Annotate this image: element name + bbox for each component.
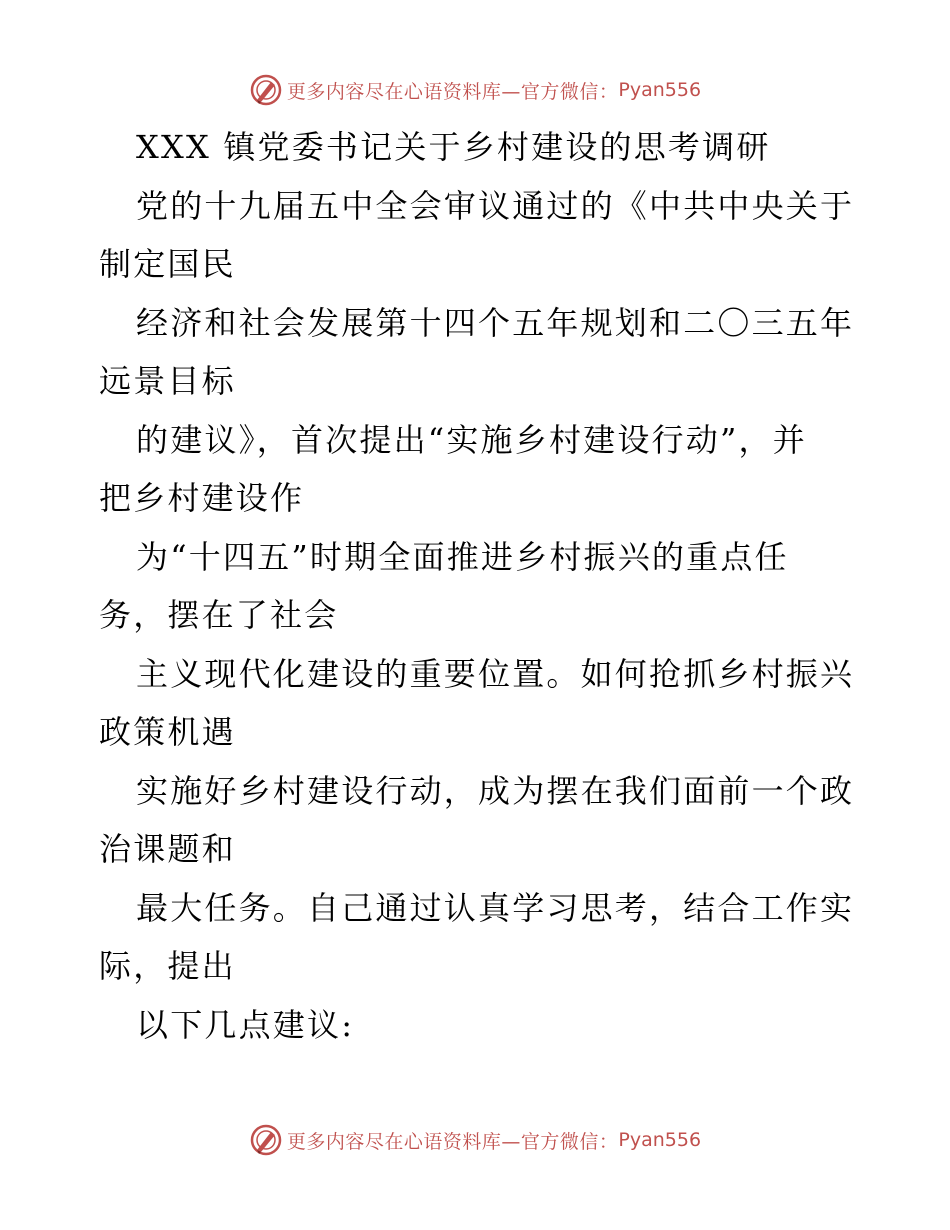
watermark-text: 更多内容尽在心语资料库—官方微信： <box>286 80 619 103</box>
paragraph-line: 经济和社会发展第十四个五年规划和二〇三五年 <box>136 303 855 342</box>
paragraph-line: 的建议》，首次提出“实施乡村建设行动”，并 <box>136 420 807 459</box>
watermark-text: 更多内容尽在心语资料库—官方微信： <box>286 1130 619 1153</box>
pen-logo-icon <box>249 1123 283 1157</box>
paragraph-line: 治课题和 <box>99 830 236 868</box>
paragraph-line: 远景目标 <box>99 362 236 400</box>
paragraph-line: 实施好乡村建设行动，成为摆在我们面前一个政 <box>136 771 855 810</box>
paragraph-line: 政策机遇 <box>99 713 236 751</box>
paragraph-line: 际，提出 <box>99 947 236 985</box>
paragraph-line: 把乡村建设作 <box>99 479 305 517</box>
footer-watermark <box>0 1122 950 1158</box>
document-title: XXX 镇党委书记关于乡村建设的思考调研 <box>136 128 771 166</box>
header-watermark <box>0 72 950 108</box>
watermark-contact: Pyan556 <box>618 1129 702 1151</box>
pen-logo-icon <box>249 73 283 107</box>
document-body <box>99 118 859 1054</box>
paragraph-line: 以下几点建议: <box>136 1005 355 1044</box>
paragraph-line: 主义现代化建设的重要位置。如何抢抓乡村振兴 <box>136 654 855 693</box>
paragraph-line: 党的十九届五中全会审议通过的《中共中央关于 <box>136 186 855 225</box>
watermark-contact: Pyan556 <box>618 79 702 101</box>
paragraph-line: 为“十四五”时期全面推进乡村振兴的重点任 <box>136 537 789 576</box>
paragraph-line: 务，摆在了社会 <box>99 596 339 634</box>
paragraph-line: 最大任务。自己通过认真学习思考，结合工作实 <box>136 888 855 927</box>
paragraph-line: 制定国民 <box>99 245 236 283</box>
